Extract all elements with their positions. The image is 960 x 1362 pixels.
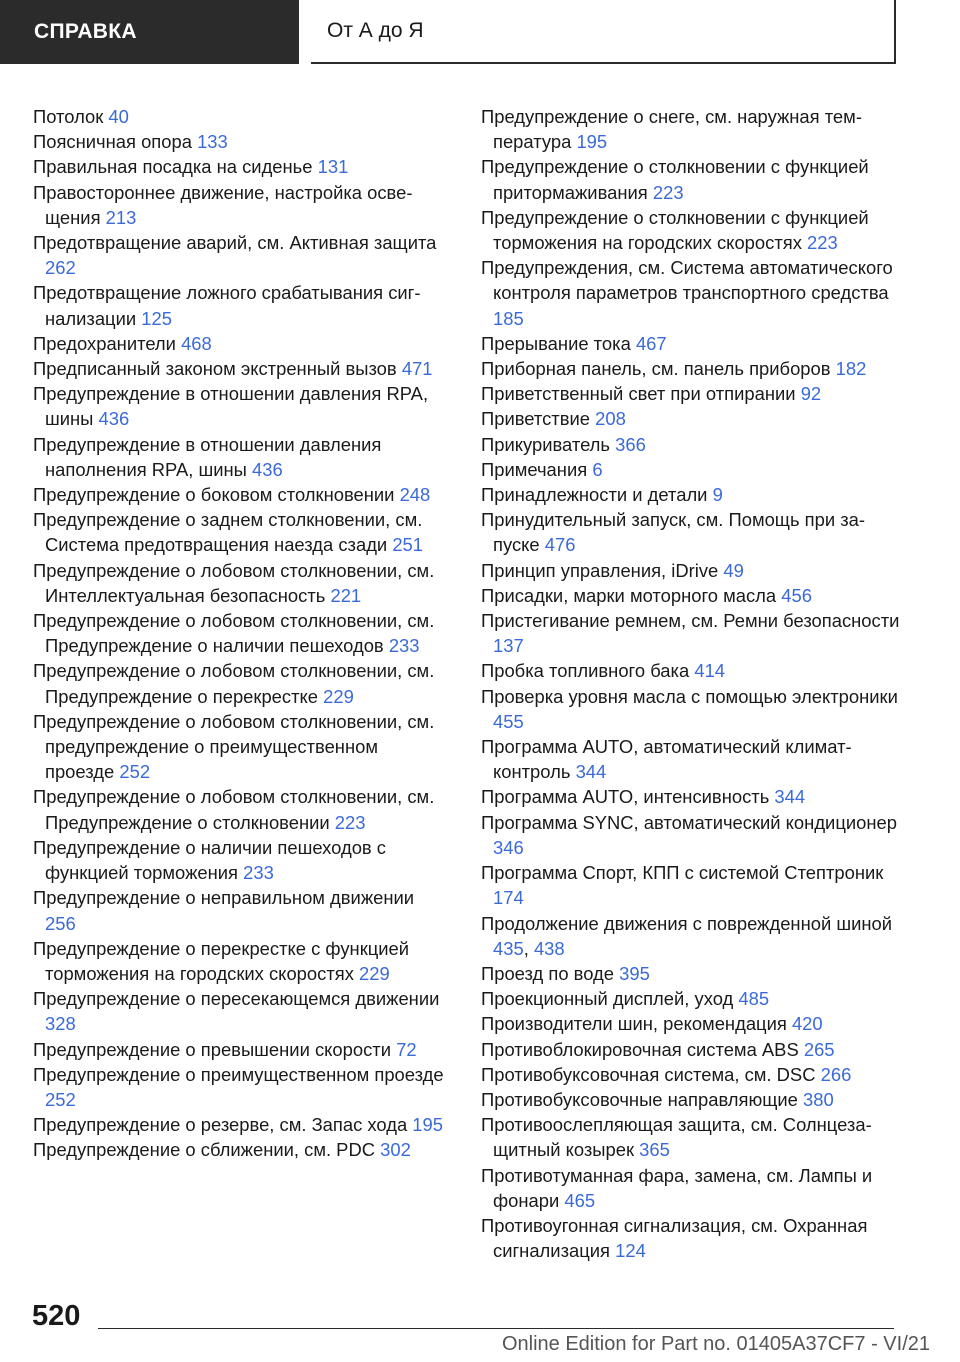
- page-link[interactable]: 124: [615, 1240, 646, 1262]
- index-entry-text: Производители шин, рекомендация: [481, 1013, 787, 1035]
- index-entry: [33, 356, 445, 381]
- index-entry-text: Предупреждение о лобовом столкновении, см. Предупреждение о перекрестке: [33, 660, 435, 707]
- index-entry: [481, 1087, 901, 1112]
- page-link[interactable]: 414: [694, 660, 726, 682]
- index-entry-text: Противобуксовочные направляющие: [481, 1088, 798, 1110]
- page-link[interactable]: 174: [493, 887, 524, 909]
- page-link[interactable]: 40: [108, 106, 129, 127]
- index-entry-text: Принудительный запуск, см. Помощь при запуске: [481, 509, 865, 556]
- index-entry-text: Предупреждение о наличии пешеходов с функцией торможения: [33, 836, 387, 884]
- page-link[interactable]: 131: [317, 156, 349, 178]
- index-entry: [481, 1011, 901, 1036]
- index-entry-text: Правостороннее движение, настройка освещения: [33, 181, 413, 228]
- index-entry: [33, 658, 445, 708]
- subsection-title: От А до Я: [327, 19, 424, 42]
- index-entry: [33, 986, 445, 1036]
- index-entry-text: Предупреждение о неправильном движении: [33, 887, 415, 909]
- index-entry-text: Правильная посадка на сиденье: [33, 156, 313, 178]
- index-entry: [481, 1213, 901, 1263]
- page-link[interactable]: 435: [493, 937, 524, 959]
- index-entry-text: Проекционный дисплей, уход: [481, 988, 734, 1010]
- page-link[interactable]: 436: [98, 408, 130, 430]
- page-link[interactable]: 468: [181, 332, 212, 354]
- page-link[interactable]: 248: [399, 484, 431, 506]
- index-entry: [481, 205, 901, 255]
- index-entry-text: Предупреждение о заднем столкновении, см. Система предотвращения наезда сзади: [33, 509, 423, 556]
- page-link[interactable]: 195: [576, 131, 608, 153]
- page-link[interactable]: 49: [723, 559, 744, 581]
- page-link[interactable]: 395: [619, 962, 650, 984]
- index-entry: [481, 658, 901, 683]
- index-entry-text: Примечания: [481, 458, 588, 480]
- index-entry: [33, 1062, 445, 1112]
- index-entry-text: Прикуриватель: [481, 433, 610, 455]
- index-entry-text: Противоблокировочная система ABS: [481, 1038, 799, 1060]
- index-entry: [33, 381, 445, 431]
- index-entry: [33, 835, 445, 885]
- page-link[interactable]: 252: [45, 1088, 76, 1110]
- index-entry: [481, 154, 901, 204]
- index-entry-text: Предохранители: [33, 332, 176, 354]
- index-entry-text: Прерывание тока: [481, 332, 631, 354]
- index-entry-text: Предупреждение о снеге, см. наружная температура: [481, 106, 862, 153]
- index-entry-text: Предупреждение о столкновении с функцией притормаживания: [481, 156, 869, 203]
- page-link[interactable]: 265: [803, 1038, 835, 1060]
- index-entry: [33, 885, 445, 935]
- index-entry-text: Присадки, марки моторного масла: [481, 584, 777, 606]
- index-entry-text: Предупреждение о превышении скорости: [33, 1038, 391, 1060]
- index-entry: [33, 709, 445, 785]
- index-entry-text: Предупреждение о лобовом столкновении, см. предупреждение о преимущественном проезде: [33, 710, 435, 783]
- index-entry-text: Принадлежности и детали: [481, 484, 708, 506]
- page-link[interactable]: 9: [712, 484, 723, 506]
- index-entry-text: Предписанный законом экстренный вызов: [33, 358, 397, 380]
- page-link[interactable]: 471: [401, 358, 433, 380]
- page-link[interactable]: 208: [595, 408, 626, 430]
- index-entry: [481, 104, 901, 154]
- index-entry-text: Предупреждения, см. Система автоматического контроля параметров транспортного средства: [481, 257, 893, 304]
- index-entry-text: Программа Спорт, КПП с системой Стептроник: [481, 862, 884, 884]
- index-entry-text: Противобуксовочная система, см. DSC: [481, 1063, 816, 1085]
- page-link[interactable]: 436: [251, 458, 283, 480]
- page-link[interactable]: 476: [544, 534, 576, 556]
- page-link[interactable]: 456: [781, 584, 812, 606]
- index-entry-text: Предупреждение о боковом столкновении: [33, 484, 395, 506]
- page-link[interactable]: 133: [197, 131, 228, 153]
- page-link[interactable]: 233: [388, 635, 420, 657]
- index-entry-text: Потолок: [33, 106, 104, 127]
- page-link[interactable]: 346: [493, 836, 524, 858]
- index-entry-text: Предупреждение о лобовом столкновении, см. Предупреждение о наличии пешеходов: [33, 610, 435, 657]
- index-entry: [481, 734, 901, 784]
- index-entry-text: Противоослепляющая защита, см. Солнцезащитный козырек: [481, 1114, 872, 1161]
- index-entry: [33, 129, 445, 154]
- page-link[interactable]: 252: [119, 761, 151, 783]
- page-link[interactable]: 344: [575, 761, 607, 783]
- index-entry-text: Противотуманная фара, замена, см. Лампы и фонари: [481, 1164, 873, 1211]
- index-entry: [33, 180, 445, 230]
- page-link[interactable]: 137: [493, 635, 524, 657]
- index-entry-text: Программа AUTO, интенсивность: [481, 786, 770, 808]
- page-link[interactable]: 213: [105, 206, 137, 228]
- index-entry-text: Противоугонная сигнализация, см. Охранная сигнализация: [481, 1214, 868, 1262]
- section-title: СПРАВКА: [34, 20, 137, 43]
- page-link[interactable]: 229: [323, 685, 354, 707]
- index-entry: Продолжение движения с поврежденной шиной 435, 438: [481, 912, 893, 959]
- footer-divider: [98, 1328, 894, 1329]
- index-entry-text: Проверка уровня масла с помощью электроники: [481, 685, 898, 707]
- page-link[interactable]: 485: [738, 988, 770, 1010]
- index-entry: [481, 406, 901, 431]
- page-link[interactable]: 223: [652, 181, 684, 203]
- index-entry-text: Предупреждение о резерве, см. Запас хода: [33, 1114, 408, 1136]
- index-column-right: [481, 104, 901, 1263]
- index-entry-text: Предупреждение о пересекающемся движении: [33, 988, 440, 1010]
- index-entry: [33, 104, 445, 129]
- index-entry: [481, 381, 901, 406]
- page-link[interactable]: 262: [45, 257, 76, 279]
- index-entry: [481, 810, 901, 860]
- index-entry: [481, 684, 901, 734]
- index-entry: [481, 1062, 901, 1087]
- index-entry-text: Продолжение движения с поврежденной шиной: [481, 912, 893, 934]
- index-entry: [481, 1163, 901, 1213]
- index-entry: [481, 482, 901, 507]
- index-entry: [33, 784, 445, 834]
- page-link[interactable]: 229: [359, 962, 390, 984]
- index-entry-text: Пробка топливного бака: [481, 660, 690, 682]
- page-link[interactable]: 365: [639, 1139, 670, 1161]
- index-entry: [33, 432, 445, 482]
- page-link[interactable]: 223: [807, 232, 838, 254]
- index-entry: [33, 230, 445, 280]
- index-entry: [33, 1037, 445, 1062]
- page-link[interactable]: 455: [493, 710, 524, 732]
- page-link[interactable]: 182: [835, 358, 867, 380]
- section-tab[interactable]: [0, 0, 299, 64]
- page-link[interactable]: 195: [412, 1114, 443, 1136]
- page-link[interactable]: 266: [820, 1063, 852, 1085]
- index-entry: [33, 558, 445, 608]
- index-column-left: [33, 104, 445, 1163]
- page-link[interactable]: 72: [396, 1038, 417, 1060]
- page-link[interactable]: 438: [533, 937, 565, 959]
- index-entry-text: Приветствие: [481, 408, 591, 430]
- index-entry-text: Поясничная опора: [33, 131, 192, 153]
- index-entry-text: Предупреждение о сближении, см. PDC: [33, 1139, 376, 1161]
- page-number: 520: [32, 1300, 81, 1332]
- index-entry-text: Предупреждение о лобовом столкновении, см. Предупреждение о столкновении: [33, 786, 435, 833]
- index-entry: [481, 432, 901, 457]
- index-entry-text: Предотвращение аварий, см. Активная защита: [33, 232, 437, 254]
- page-link[interactable]: 185: [493, 307, 524, 329]
- page-link[interactable]: 233: [243, 862, 274, 884]
- index-entry-text: Предупреждение о перекрестке с функцией торможения на городских скоростях: [33, 937, 410, 984]
- index-entry: [481, 1037, 901, 1062]
- page-link[interactable]: 366: [615, 433, 646, 455]
- page-link[interactable]: 467: [635, 332, 667, 354]
- index-entry: [481, 961, 901, 986]
- page-link[interactable]: 420: [791, 1013, 823, 1035]
- index-entry: [33, 608, 445, 658]
- page-link[interactable]: 6: [592, 458, 603, 480]
- index-entry: [481, 331, 901, 356]
- index-entry: [481, 507, 901, 557]
- page-link[interactable]: 302: [380, 1139, 411, 1161]
- index-entry-text: Принцип управления, iDrive: [481, 559, 719, 581]
- page-link[interactable]: 380: [803, 1088, 834, 1110]
- index-entry-text: Предупреждение в отношении давления наполнения RPA, шины: [33, 433, 382, 480]
- index-entry: [33, 280, 445, 330]
- index-entry: [481, 784, 901, 809]
- page-link[interactable]: 328: [45, 1013, 76, 1035]
- index-entry: [33, 936, 445, 986]
- index-entry: [481, 457, 901, 482]
- index-entry-text: Приборная панель, см. панель приборов: [481, 358, 831, 380]
- index-entry: [481, 583, 901, 608]
- index-entry-text: Пристегивание ремнем, см. Ремни безопасности: [481, 610, 900, 632]
- page-link[interactable]: 92: [800, 383, 822, 405]
- index-entry: [33, 331, 445, 356]
- index-entry: [33, 482, 445, 507]
- index-entry: [481, 255, 901, 331]
- index-entry-text: Предупреждение о столкновении с функцией торможения на городских скоростях: [481, 206, 869, 254]
- edition-note: Online Edition for Part no. 01405A37CF7 - VI/21: [501, 1333, 930, 1355]
- index-entry-text: Проезд по воде: [481, 962, 615, 984]
- index-entry: [33, 1137, 445, 1162]
- page-link[interactable]: 256: [45, 912, 76, 934]
- index-entry-text: Предупреждение о лобовом столкновении, см. Интеллектуальная безопасность: [33, 559, 435, 606]
- index-entry: [481, 986, 901, 1011]
- index-entry: [33, 507, 445, 557]
- index-entry-text: Предупреждение о преимущественном проезде: [33, 1063, 444, 1085]
- page-link[interactable]: 223: [334, 811, 366, 833]
- index-entry-text: Программа SYNC, автоматический кондиционер: [481, 811, 897, 833]
- index-entry: [481, 860, 901, 910]
- index-entry-text: Предотвращение ложного срабатывания сигнализации: [33, 282, 421, 329]
- page-link[interactable]: 465: [564, 1189, 596, 1211]
- index-entry: [33, 1112, 445, 1137]
- page-link[interactable]: 344: [774, 786, 806, 808]
- index-entry-text: Предупреждение в отношении давления RPA, шины: [33, 383, 429, 430]
- index-entry: [481, 608, 901, 658]
- index-entry: [481, 356, 901, 381]
- page-link[interactable]: 221: [330, 584, 362, 606]
- index-entry-text: Программа AUTO, автоматический климат-контроль: [481, 736, 852, 783]
- index-entry: [481, 1112, 901, 1162]
- index-entry: [481, 558, 901, 583]
- page-link[interactable]: 251: [392, 534, 424, 556]
- subsection-header: [311, 0, 896, 64]
- page-link[interactable]: 125: [141, 307, 172, 329]
- index-entry-text: Приветственный свет при отпирании: [481, 383, 796, 405]
- index-entry: [33, 154, 445, 179]
